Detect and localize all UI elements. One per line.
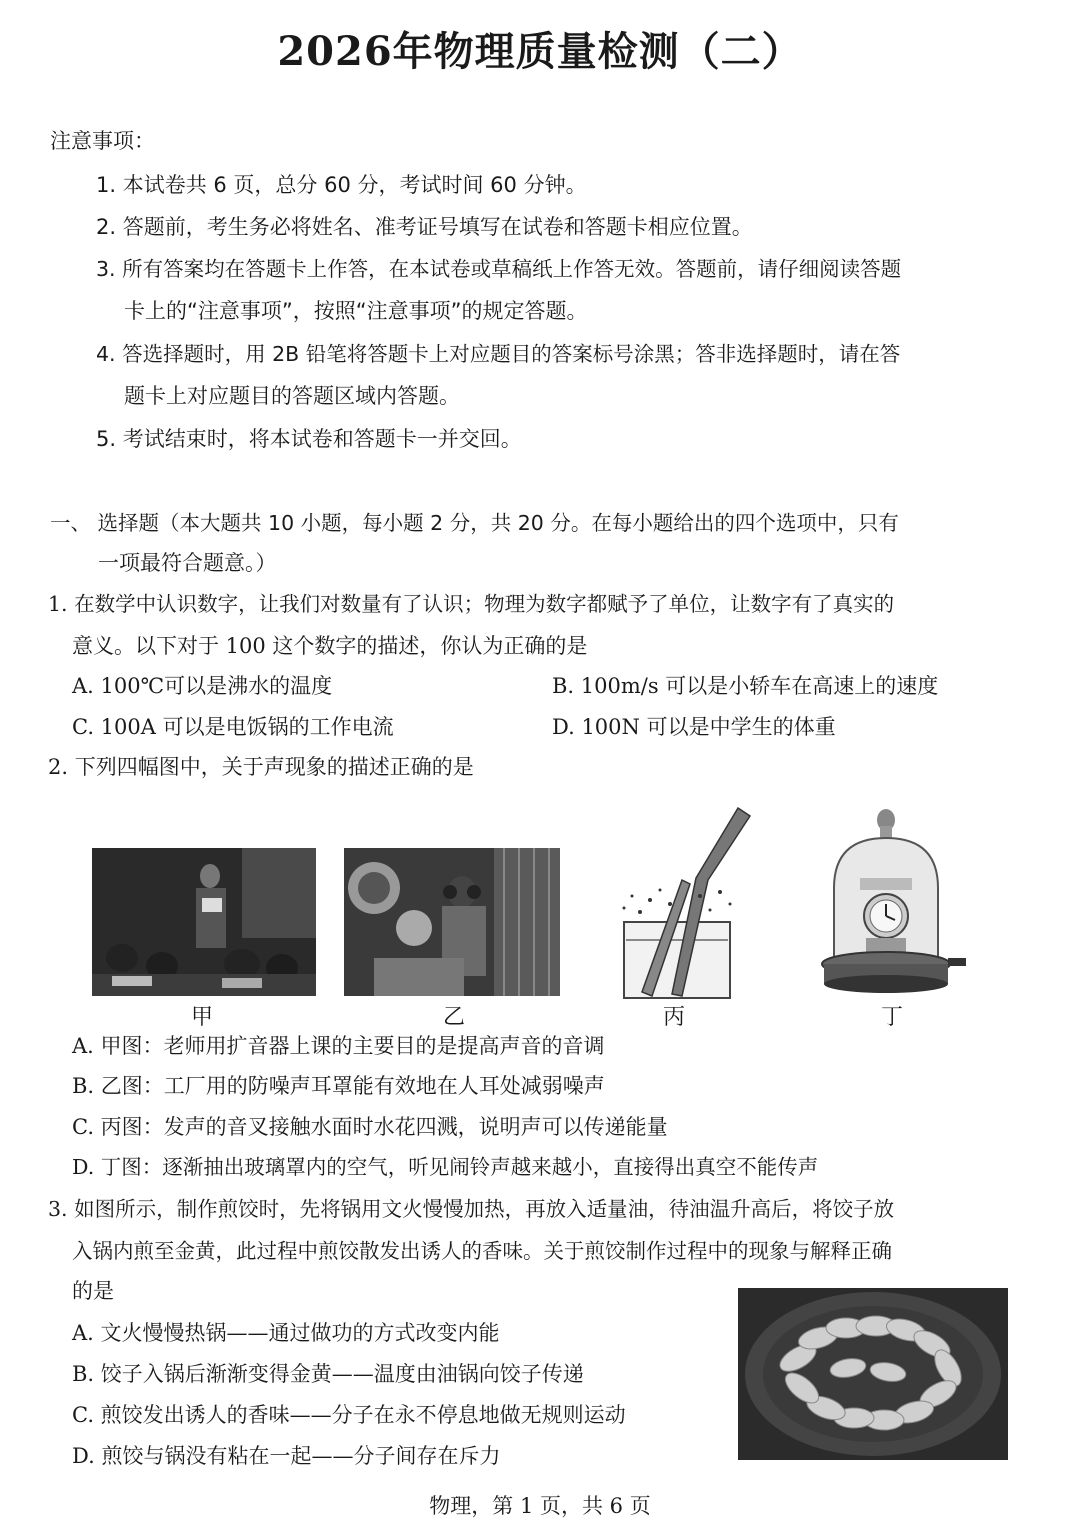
notice-item: 卡上的“注意事项”，按照“注意事项”的规定答题。 (124, 299, 588, 323)
figure-ding-bell-jar (816, 808, 968, 1000)
question-1-option-a: A. 100℃可以是沸水的温度 (72, 674, 333, 698)
notice-item: 2. 答题前，考生务必将姓名、准考证号填写在试卷和答题卡相应位置。 (96, 215, 753, 239)
figure-yi-photo (344, 848, 560, 996)
question-3-stem: 3. 如图所示，制作煎饺时，先将锅用文火慢慢加热，再放入适量油，待油温升高后，将饺子放 (48, 1197, 895, 1221)
question-3-option-a: A. 文火慢慢热锅——通过做功的方式改变内能 (72, 1321, 500, 1345)
question-3-option-d: D. 煎饺与锅没有粘在一起——分子间存在斥力 (72, 1444, 501, 1468)
section-heading-cont: 一项最符合题意。） (98, 551, 277, 575)
question-1-option-c: C. 100A 可以是电饭锅的工作电流 (72, 715, 394, 739)
notice-item: 1. 本试卷共 6 页，总分 60 分，考试时间 60 分钟。 (96, 173, 587, 197)
figure-jia-photo (92, 848, 316, 996)
question-3-option-c: C. 煎饺发出诱人的香味——分子在永不停息地做无规则运动 (72, 1403, 626, 1427)
question-1-option-b: B. 100m/s 可以是小轿车在高速上的速度 (552, 674, 939, 698)
question-3-stem: 入锅内煎至金黄，此过程中煎饺散发出诱人的香味。关于煎饺制作过程中的现象与解释正确 (72, 1239, 892, 1263)
question-1-option-d: D. 100N 可以是中学生的体重 (552, 715, 836, 739)
question-2-option-b: B. 乙图：工厂用的防噪声耳罩能有效地在人耳处减弱噪声 (72, 1074, 605, 1098)
question-2-option-a: A. 甲图：老师用扩音器上课的主要目的是提高声音的音调 (72, 1034, 605, 1058)
question-1-stem: 1. 在数学中认识数字，让我们对数量有了认识；物理为数字都赋予了单位，让数字有了真实的 (48, 592, 895, 616)
notice-item: 5. 考试结束时，将本试卷和答题卡一并交回。 (96, 427, 522, 451)
question-3-stem: 的是 (72, 1279, 114, 1303)
question-2-option-d: D. 丁图：逐渐抽出玻璃罩内的空气，听见闹铃声越来越小，直接得出真空不能传声 (72, 1155, 819, 1179)
notice-item: 题卡上对应题目的答题区域内答题。 (124, 384, 460, 408)
page-title: 2026年物理质量检测（二） (277, 28, 803, 75)
question-2-stem: 2. 下列四幅图中，关于声现象的描述正确的是 (48, 755, 474, 779)
notice-item: 4. 答选择题时，用 2B 铅笔将答题卡上对应题目的答案标号涂黑；答非选择题时，请在答 (96, 342, 901, 366)
figure-dumplings-photo (738, 1288, 1008, 1460)
notice-heading: 注意事项： (50, 129, 155, 153)
notice-item: 3. 所有答案均在答题卡上作答，在本试卷或草稿纸上作答无效。答题前，请仔细阅读答题 (96, 257, 902, 281)
section-heading: 一、 选择题（本大题共 10 小题，每小题 2 分，共 20 分。在每小题给出的四个选项中，只有 (50, 511, 899, 535)
question-2-option-c: C. 丙图：发声的音叉接触水面时水花四溅，说明声可以传递能量 (72, 1115, 668, 1139)
figure-caption-yi: 乙 (442, 1005, 465, 1030)
question-3-option-b: B. 饺子入锅后渐渐变得金黄——温度由油锅向饺子传递 (72, 1362, 584, 1386)
figure-caption-ding: 丁 (880, 1005, 903, 1030)
figure-caption-bing: 丙 (662, 1005, 685, 1030)
question-1-stem: 意义。以下对于 100 这个数字的描述，你认为正确的是 (72, 634, 588, 658)
page-footer: 物理，第 1 页，共 6 页 (429, 1494, 651, 1518)
figure-bing-tuning-fork (610, 800, 760, 1000)
figure-caption-jia: 甲 (190, 1005, 213, 1030)
